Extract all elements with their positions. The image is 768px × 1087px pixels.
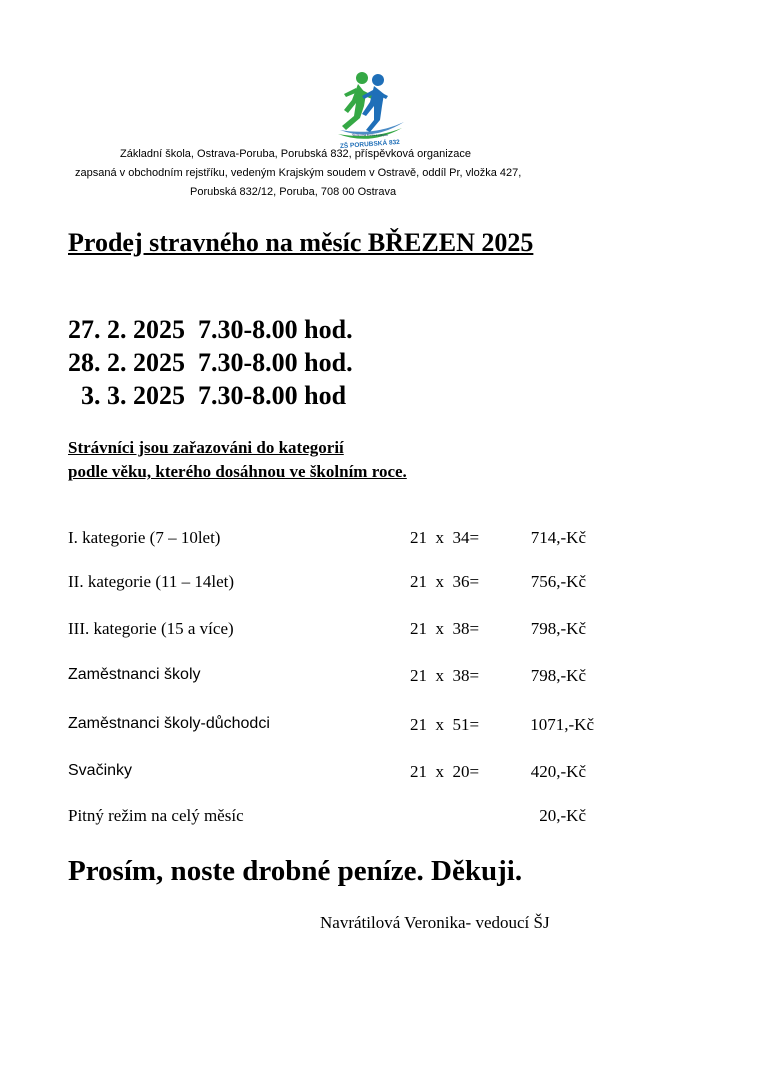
header-line-3: Porubská 832/12, Poruba, 708 00 Ostrava [190, 186, 397, 198]
price-row-drinks [0, 806, 768, 830]
header-line-1: Základní škola, Ostrava-Poruba, Porubská 832, příspěvková organizace [120, 148, 471, 160]
price-row-staff-retired [0, 715, 768, 739]
price-calc: 21 x 20= [410, 762, 480, 781]
logo-tagline: Škola plná života a pohybu [352, 133, 388, 137]
price-calc: 21 x 38= [410, 619, 480, 638]
sale-date-3: 3. 3. 2025 7.30-8.00 hod [68, 381, 347, 410]
price-label: Pitný režim na celý měsíc [68, 806, 244, 825]
logo-name: ZŠ PORUBSKÁ 832 [339, 138, 401, 150]
price-calc: 21 x 38= [410, 666, 480, 685]
price-label: Zaměstnanci školy [68, 666, 201, 683]
price-calc: 21 x 34= [410, 528, 480, 547]
price-amount: 756,-Kč [530, 572, 586, 591]
price-label: Svačinky [68, 762, 133, 779]
price-row-category-1 [0, 528, 768, 552]
price-calc: 21 x 36= [410, 572, 480, 591]
price-amount: 1071,-Kč [530, 715, 594, 734]
sale-date-1: 27. 2. 2025 7.30-8.00 hod. [68, 315, 353, 344]
category-note-line-1: Strávníci jsou zařazováni do kategorií [68, 438, 344, 457]
category-note-line-2: podle věku, kterého dosáhnou ve školním roce. [68, 462, 407, 481]
header-line-2: zapsaná v obchodním rejstříku, vedeným Krajským soudem v Ostravě, oddíl Pr, vložka 427, [75, 167, 522, 179]
price-label: I. kategorie (7 – 10let) [68, 528, 221, 547]
price-amount: 420,-Kč [530, 762, 586, 781]
price-label: Zaměstnanci školy-důchodci [68, 715, 270, 732]
price-amount: 714,-Kč [530, 528, 586, 547]
price-row-snacks [0, 762, 768, 786]
school-logo [332, 70, 408, 150]
signature: Navrátilová Veronika- vedoucí ŠJ [320, 913, 550, 932]
price-calc: 21 x 51= [410, 715, 480, 734]
please-note: Prosím, noste drobné peníze. Děkuji. [68, 855, 523, 887]
price-label: II. kategorie (11 – 14let) [68, 572, 234, 591]
price-row-staff [0, 666, 768, 690]
runners-logo-icon [332, 70, 408, 150]
price-amount: 798,-Kč [530, 666, 586, 685]
page-title: Prodej stravného na měsíc BŘEZEN 2025 [68, 228, 534, 257]
price-label: III. kategorie (15 a více) [68, 619, 234, 638]
price-amount: 798,-Kč [530, 619, 586, 638]
price-row-category-2 [0, 572, 768, 596]
sale-date-2: 28. 2. 2025 7.30-8.00 hod. [68, 348, 353, 377]
price-row-category-3 [0, 619, 768, 643]
price-amount: 20,-Kč [539, 806, 586, 825]
